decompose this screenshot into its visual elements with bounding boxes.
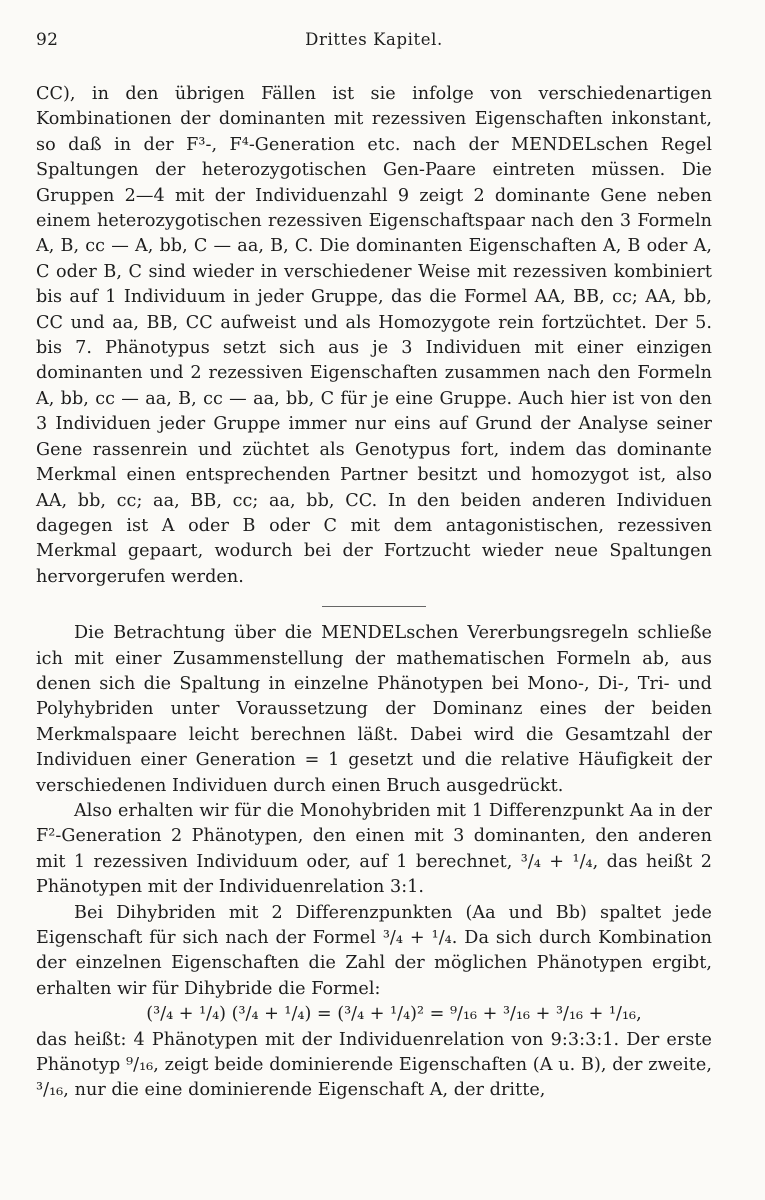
- book-page: [36, 30, 712, 1104]
- page-header: [36, 30, 712, 66]
- paragraph-2: Die Betrachtung über die MENDELschen Vererbungsregeln schließe ich mit einer Zusammenstellung der mathematischen Formeln ab, aus denen sich die Spaltung in einzelne Phänotypen bei Mono-, Di-, Tri- und Polyhybriden unter Voraussetzung der Dominanz eines der beiden Merkmalspaare leicht berechnen läßt. Dabei wird die Gesamtzahl der Individuen einer Generation = 1 gesetzt und die relative Häufigkeit der verschiedenen Individuen durch einen Bruch ausgedrückt.: [36, 623, 712, 796]
- running-title: Drittes Kapitel.: [305, 30, 443, 49]
- paragraph-5: das heißt: 4 Phänotypen mit der Individuenrelation von 9:3:3:1. Der erste Phänotyp ⁹/₁₆, zeigt beide dominierende Eigenschaften (A u. B), der zweite, ³/₁₆, nur die eine dominierende Eigenschaft A, der dritte,: [36, 1029, 712, 1101]
- paragraph-4: Bei Dihybriden mit 2 Differenzpunkten (Aa und Bb) spaltet jede Eigenschaft für sich nach der Formel ³/₄ + ¹/₄. Da sich durch Kombination der einzelnen Eigenschaften die Zahl der möglichen Phänotypen ergibt, erhalten wir für Dihybride die Formel:: [36, 902, 712, 999]
- paragraph-1: CC), in den übrigen Fällen ist sie infolge von verschiedenartigen Kombinationen der dominanten mit rezessiven Eigenschaften inkonstant, so daß in der F³-, F⁴-Generation etc. nach der MENDELschen Regel Spaltungen der heterozygotischen Gen-Paare eintreten müssen. Die Gruppen 2—4 mit der Individuenzahl 9 zeigt 2 dominante Gene neben einem heterozygotischen rezessiven Eigenschaftspaar nach den 3 Formeln A, B, cc — A, bb, C — aa, B, C. Die dominanten Eigenschaften A, B oder A, C oder B, C sind wieder in verschiedener Weise mit rezessiven kombiniert bis auf 1 Individuum in jeder Gruppe, das die Formel AA, BB, cc; AA, bb, CC und aa, BB, CC aufweist und als Homozygote rein fortzüchtet. Der 5. bis 7. Phänotypus setzt sich aus je 3 Individuen mit einer einzigen dominanten und 2 rezessiven Eigenschaften zusammen nach den Formeln A, bb, cc — aa, B, cc — aa, bb, C für je eine Gruppe. Auch hier ist von den 3 Individuen jeder Gruppe immer nur eins auf Grund der Analyse seiner Gene rassenrein und züchtet als Genotypus fort, indem das dominante Merkmal einen entsprechenden Partner besitzt und homozygot ist, also AA, bb, cc; aa, BB, cc; aa, bb, CC. In den beiden anderen Individuen dagegen ist A oder B oder C mit dem antagonistischen, rezessiven Merkmal gepaart, wodurch bei der Fortzucht wieder neue Spaltungen hervorgerufen werden.: [36, 84, 712, 587]
- paragraph-3: Also erhalten wir für die Monohybriden mit 1 Differenzpunkt Aa in der F²-Generation 2 Phänotypen, den einen mit 3 dominanten, den anderen mit 1 rezessiven Individuum oder, auf 1 berechnet, ³/₄ + ¹/₄, das heißt 2 Phänotypen mit der Individuenrelation 3:1.: [36, 800, 712, 898]
- dihybrid-formula: (³/₄ + ¹/₄) (³/₄ + ¹/₄) = (³/₄ + ¹/₄)² = ⁹/₁₆ + ³/₁₆ + ³/₁₆ + ¹/₁₆,: [146, 1004, 642, 1025]
- page-number: 92: [36, 30, 59, 50]
- section-divider: [322, 606, 426, 607]
